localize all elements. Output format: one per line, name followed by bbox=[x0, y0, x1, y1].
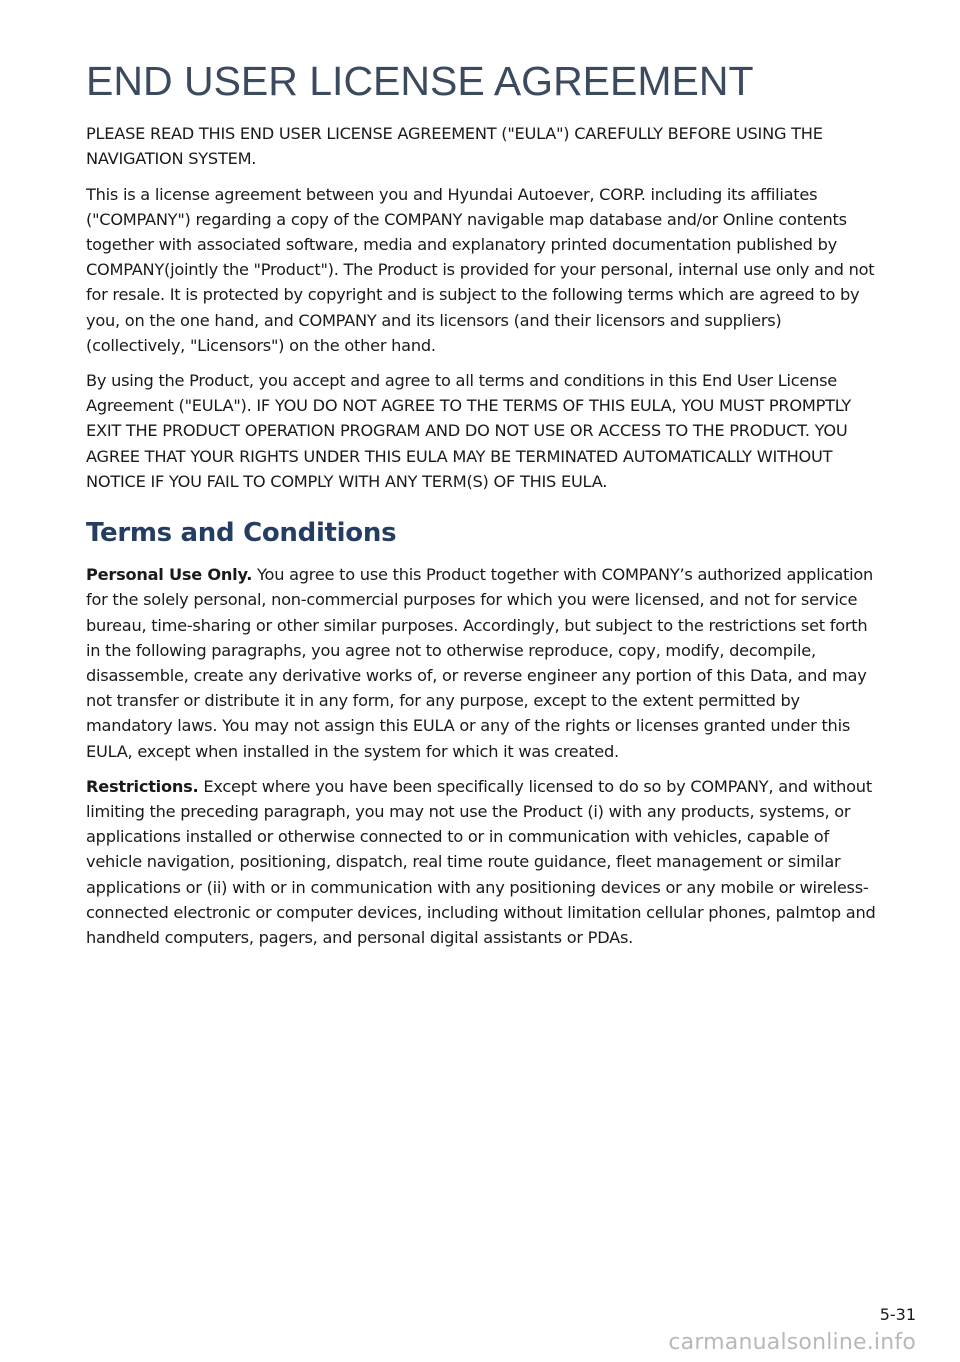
section-heading: Terms and Conditions bbox=[86, 517, 397, 548]
restrictions-label: Restrictions. bbox=[86, 776, 199, 796]
restrictions-text: Except where you have been specifically licensed to do so by COMPANY, and without limiting the preceding paragraph, you may not use the Product (i) with any products, systems, or applications installed or otherwise connected to or in communication with vehicles, capable of vehicle navigation, positioning, dispatch, real time route guidance, fleet management or similar applications or (ii) with or in communication with any positioning devices or any mobile or wireless-connected electronic or computer devices, including without limitation cellular phones, palmtop and handheld computers, pagers, and personal digital assistants or PDAs. bbox=[86, 776, 876, 948]
acceptance-paragraph: By using the Product, you accept and agree to all terms and conditions in this End User License Agreement ("EULA"). IF YOU DO NOT AGREE TO THE TERMS OF THIS EULA, YOU MUST PROMPTLY EXIT THE PRODUCT OPERATION PROGRAM AND DO NOT USE OR ACCESS TO THE PRODUCT. YOU AGREE THAT YOUR RIGHTS UNDER THIS EULA MAY BE TERMINATED AUTOMATICALLY WITHOUT NOTICE IF YOU FAIL TO COMPLY WITH ANY TERM(S) OF THIS EULA. bbox=[86, 370, 852, 491]
personal-use-paragraph bbox=[86, 562, 878, 764]
page-number: 5-31 bbox=[879, 1305, 916, 1324]
intro-notice-paragraph: PLEASE READ THIS END USER LICENSE AGREEMENT ("EULA") CAREFULLY BEFORE USING THE NAVIGATION SYSTEM. bbox=[86, 124, 823, 169]
license-agreement-paragraph: This is a license agreement between you and Hyundai Autoever, CORP. including its affiliates ("COMPANY") regarding a copy of the COMPANY navigable map database and/or Online contents together with associated software, media and explanatory printed documentation published by COMPANY(jointly the "Product"). The Product is provided for your personal, internal use only and not for resale. It is protected by copyright and is subject to the following terms which are agreed to by you, on the one hand, and COMPANY and its licensors (and their licensors and suppliers) (collectively, "Licensors") on the other hand. bbox=[86, 184, 875, 355]
watermark: carmanualsonline.info bbox=[668, 1330, 916, 1355]
page-content bbox=[86, 58, 878, 960]
personal-use-label: Personal Use Only. bbox=[86, 565, 253, 585]
document-title: END USER LICENSE AGREEMENT bbox=[86, 58, 754, 104]
restrictions-paragraph bbox=[86, 774, 878, 950]
personal-use-text: You agree to use this Product together with COMPANY’s authorized application for the solely personal, non-commercial purposes for which you were licensed, and not for service bureau, time-sharing or other similar purposes. Accordingly, but subject to the restrictions set forth in the following paragraphs, you agree not to otherwise reproduce, copy, modify, decompile, disassemble, create any derivative works of, or reverse engineer any portion of this Data, and may not transfer or distribute it in any form, for any purpose, except to the extent permitted by mandatory laws. You may not assign this EULA or any of the rights or licenses granted under this EULA, except when installed in the system for which it was created. bbox=[86, 565, 874, 761]
